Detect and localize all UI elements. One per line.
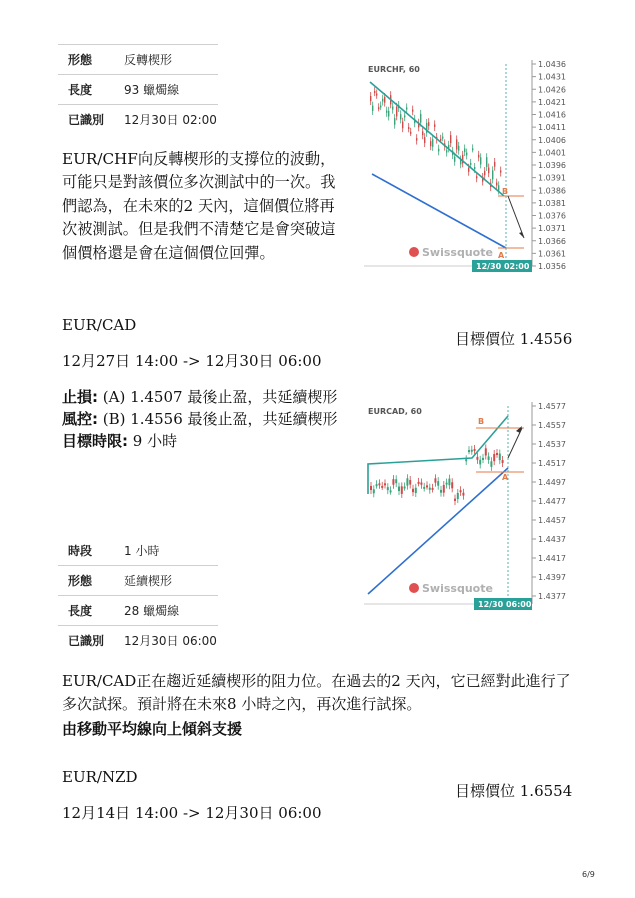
candle-body [395, 479, 397, 483]
eurchf-analysis-paragraph: EUR/CHF向反轉楔形的支撐位的波動，可能只是對該價位多次測試中的一次。我們認為，在未來的2 天內，這個價位將再次被測試。但是我們不清楚它是會突破這個價格還是會在這個價位回彈。 [62, 150, 336, 262]
candle-body [432, 488, 434, 490]
candle-body [404, 115, 405, 117]
eurnzd-target-price: 目標價位 1.6554 [455, 782, 573, 800]
table-value: 1 小時 [124, 544, 160, 558]
price-tick-label: 1.0396 [538, 161, 566, 170]
candle-body [446, 483, 448, 485]
candle-body [442, 137, 443, 139]
eurcad-title: EUR/CAD [62, 316, 137, 334]
candle-body [466, 153, 467, 156]
candle-body [462, 493, 464, 496]
candle-body [494, 162, 495, 167]
candle-body [474, 167, 475, 169]
table-key: 長度 [58, 75, 124, 105]
candle-body [448, 479, 450, 486]
candle-body [394, 118, 395, 125]
candle-body [387, 487, 389, 490]
candle-body [406, 478, 408, 485]
candle-body [458, 146, 459, 151]
candle-body [482, 458, 484, 460]
point-a-label: A [498, 251, 505, 260]
price-ticks [532, 402, 566, 601]
candle-body [502, 460, 504, 463]
candle-body [451, 482, 453, 488]
candle-body [500, 171, 501, 173]
table-row [58, 626, 218, 656]
candle-body [490, 461, 492, 467]
price-tick-label: 1.0401 [538, 148, 566, 158]
table-value: 12月30日 02:00 [124, 105, 218, 135]
candle-body [496, 183, 497, 186]
price-tick-label: 1.4517 [538, 459, 566, 468]
candle-body [484, 171, 485, 175]
table-row [58, 105, 218, 135]
candle-body [471, 450, 473, 452]
table-row [58, 536, 218, 566]
table-row [58, 75, 218, 105]
candle-body [498, 185, 499, 190]
price-tick-label: 1.0416 [538, 110, 566, 120]
table-row [58, 596, 218, 626]
candle-body [370, 96, 371, 101]
page-number: 6/9 [582, 870, 595, 879]
price-tick-label: 1.4537 [538, 440, 566, 449]
candle-body [384, 97, 385, 103]
candle-body [424, 137, 425, 143]
pattern-info-table-eurchf [58, 44, 218, 134]
pattern-info-table-eurcad [58, 536, 218, 655]
price-tick-label: 1.4497 [538, 478, 566, 487]
candle-body [423, 487, 425, 489]
candle-body [410, 132, 411, 134]
price-tick-label: 1.0356 [538, 262, 566, 271]
point-a-label: A [502, 473, 509, 482]
candle-body [470, 163, 471, 165]
price-tick-label: 1.4557 [538, 421, 566, 430]
table-value: 28 蠟燭線 [124, 596, 218, 626]
price-tick-label: 1.0426 [538, 85, 566, 95]
candle-body [496, 453, 498, 455]
candle-body [456, 139, 457, 149]
table-value: 93 蠟燭線 [124, 75, 218, 105]
table-value: 12月30日 06:00 [124, 626, 218, 656]
table-value: 反轉楔形 [124, 45, 218, 75]
price-tick-label: 1.4417 [538, 554, 566, 563]
price-tick-label: 1.4577 [538, 402, 566, 411]
candle-body [415, 488, 417, 493]
candle-body [440, 139, 441, 141]
table-key: 已識別 [58, 626, 124, 656]
price-tick-label: 1.0376 [538, 211, 566, 221]
candle-body [485, 448, 487, 455]
candle-body [430, 141, 431, 146]
table-key: 形態 [58, 566, 124, 596]
candle-body [381, 486, 383, 488]
price-ticks [532, 60, 566, 271]
price-tick-label: 1.0436 [538, 60, 566, 69]
candle-body [428, 122, 429, 126]
candle-body [386, 111, 387, 113]
candle-body [380, 105, 381, 107]
swissquote-logo-icon [409, 583, 419, 593]
table-row [58, 566, 218, 596]
candle-body [416, 138, 417, 140]
candle-body [376, 484, 378, 486]
watermark-text: Swissquote [422, 246, 493, 259]
chart-symbol-label: EURCAD, 60 [368, 407, 422, 416]
point-b-label: B [478, 417, 485, 426]
risk-label: 風控: [62, 410, 98, 428]
candle-body [474, 449, 476, 451]
eurcad-period: 12月27日 14:00 -> 12月30日 06:00 [62, 352, 322, 370]
candle-body [378, 107, 379, 109]
candle-body [450, 135, 451, 143]
price-tick-label: 1.0411 [538, 123, 566, 133]
candle-body [465, 459, 467, 461]
chart-symbol-label: EURCHF, 60 [368, 65, 420, 74]
candle-body [446, 150, 447, 152]
price-tick-label: 1.0386 [538, 186, 566, 196]
price-tick-label: 1.0381 [538, 198, 566, 208]
candle-body [412, 489, 414, 492]
candle-body [422, 131, 423, 135]
candle-body [472, 148, 473, 150]
eurcad-trade-details [62, 386, 340, 452]
candle-body [460, 490, 462, 492]
stop-loss-line [62, 386, 340, 408]
candle-body [488, 168, 489, 174]
eurnzd-period: 12月14日 14:00 -> 12月30日 06:00 [62, 804, 322, 822]
point-b-label: B [502, 187, 509, 196]
eurcad-analysis-paragraph: EUR/CAD正在趨近延續楔形的阻力位。在過去的2 天內，它已經對此進行了多次試探。預計將在未來8 小時之內，再次進行試探。 [62, 672, 571, 713]
candle-body [401, 486, 403, 494]
candle-body [412, 110, 413, 112]
time-limit-line [62, 430, 340, 452]
candle-body [486, 157, 487, 167]
candle-body [464, 148, 465, 152]
candle-body [418, 482, 420, 484]
price-tick-label: 1.0371 [538, 224, 566, 234]
table-key: 時段 [68, 544, 93, 558]
candle-body [378, 483, 380, 485]
candle-body [376, 94, 377, 96]
table-row [58, 45, 218, 75]
candle-body [438, 149, 439, 152]
price-tick-label: 1.4457 [538, 516, 566, 525]
risk-line [62, 408, 340, 430]
price-tick-label: 1.4477 [538, 497, 566, 506]
eurnzd-title: EUR/NZD [62, 768, 138, 786]
stop-loss-text: (A) 1.4507 最後止盈，共延續楔形 [98, 388, 338, 406]
candle-body [437, 481, 439, 486]
watermark-text: Swissquote [422, 582, 493, 595]
price-tick-label: 1.0366 [538, 236, 566, 246]
table-key: 長度 [58, 596, 124, 626]
candle-body [382, 99, 383, 102]
candle-body [426, 485, 428, 487]
candle-body [440, 490, 442, 493]
candle-body [392, 479, 394, 485]
price-tick-label: 1.0361 [538, 249, 566, 259]
table-value: 延續楔形 [124, 566, 218, 596]
candle-body [388, 111, 389, 117]
candle-body [406, 107, 407, 109]
candle-body [468, 168, 469, 172]
candle-body [468, 450, 470, 452]
candle-body [454, 499, 456, 501]
candle-body [476, 457, 478, 460]
candle-body [478, 155, 479, 158]
candle-body [429, 488, 431, 490]
time-limit-label: 目標時限: [62, 432, 128, 450]
candle-body [390, 490, 392, 492]
price-tick-label: 1.0406 [538, 135, 566, 145]
candle-body [493, 454, 495, 461]
eurchf-chart [364, 56, 576, 278]
price-tick-label: 1.0431 [538, 72, 566, 82]
candle-body [434, 478, 436, 482]
candle-body [404, 487, 406, 489]
candle-body [443, 485, 445, 493]
candle-body [432, 139, 433, 147]
candle-body [492, 170, 493, 179]
price-tick-label: 1.4437 [538, 535, 566, 544]
eurcad-subheading: 由移動平均線向上傾斜支援 [62, 720, 243, 738]
candle-body [402, 122, 403, 129]
candle-body [373, 489, 375, 493]
candle-body [370, 486, 372, 490]
candle-body [398, 487, 400, 491]
eurcad-target-price: 目標價位 1.4556 [455, 330, 573, 348]
table-key: 已識別 [58, 105, 124, 135]
swissquote-logo-icon [409, 247, 419, 257]
candle-body [408, 127, 409, 129]
candle-body [374, 91, 375, 93]
candle-body [434, 124, 435, 127]
candle-body [480, 157, 481, 164]
price-tick-label: 1.4377 [538, 592, 566, 601]
candle-body [488, 456, 490, 460]
time-limit-text: 9 小時 [128, 432, 178, 450]
stop-loss-label: 止損: [62, 388, 98, 406]
candle-body [396, 107, 397, 117]
risk-text: (B) 1.4556 最後止盈，共延續楔形 [98, 410, 338, 428]
candle-body [400, 114, 401, 119]
candle-body [384, 483, 386, 485]
time-badge-label: 12/30 02:00 [476, 262, 530, 271]
candle-body [479, 460, 481, 465]
candle-body [454, 157, 455, 162]
candle-body [420, 114, 421, 123]
table-key: 形態 [58, 45, 124, 75]
candle-body [457, 493, 459, 499]
candle-body [476, 176, 477, 178]
candle-body [420, 482, 422, 484]
eurcad-chart [364, 398, 576, 616]
chart-plot-area [364, 56, 532, 278]
time-badge-label: 12/30 06:00 [478, 600, 532, 609]
candle-body [392, 107, 393, 110]
candle-body [372, 106, 373, 111]
candle-body [409, 480, 411, 485]
price-tick-label: 1.4397 [538, 573, 566, 582]
price-tick-label: 1.0391 [538, 173, 566, 183]
price-tick-label: 1.0421 [538, 97, 566, 107]
candle-body [499, 454, 501, 461]
